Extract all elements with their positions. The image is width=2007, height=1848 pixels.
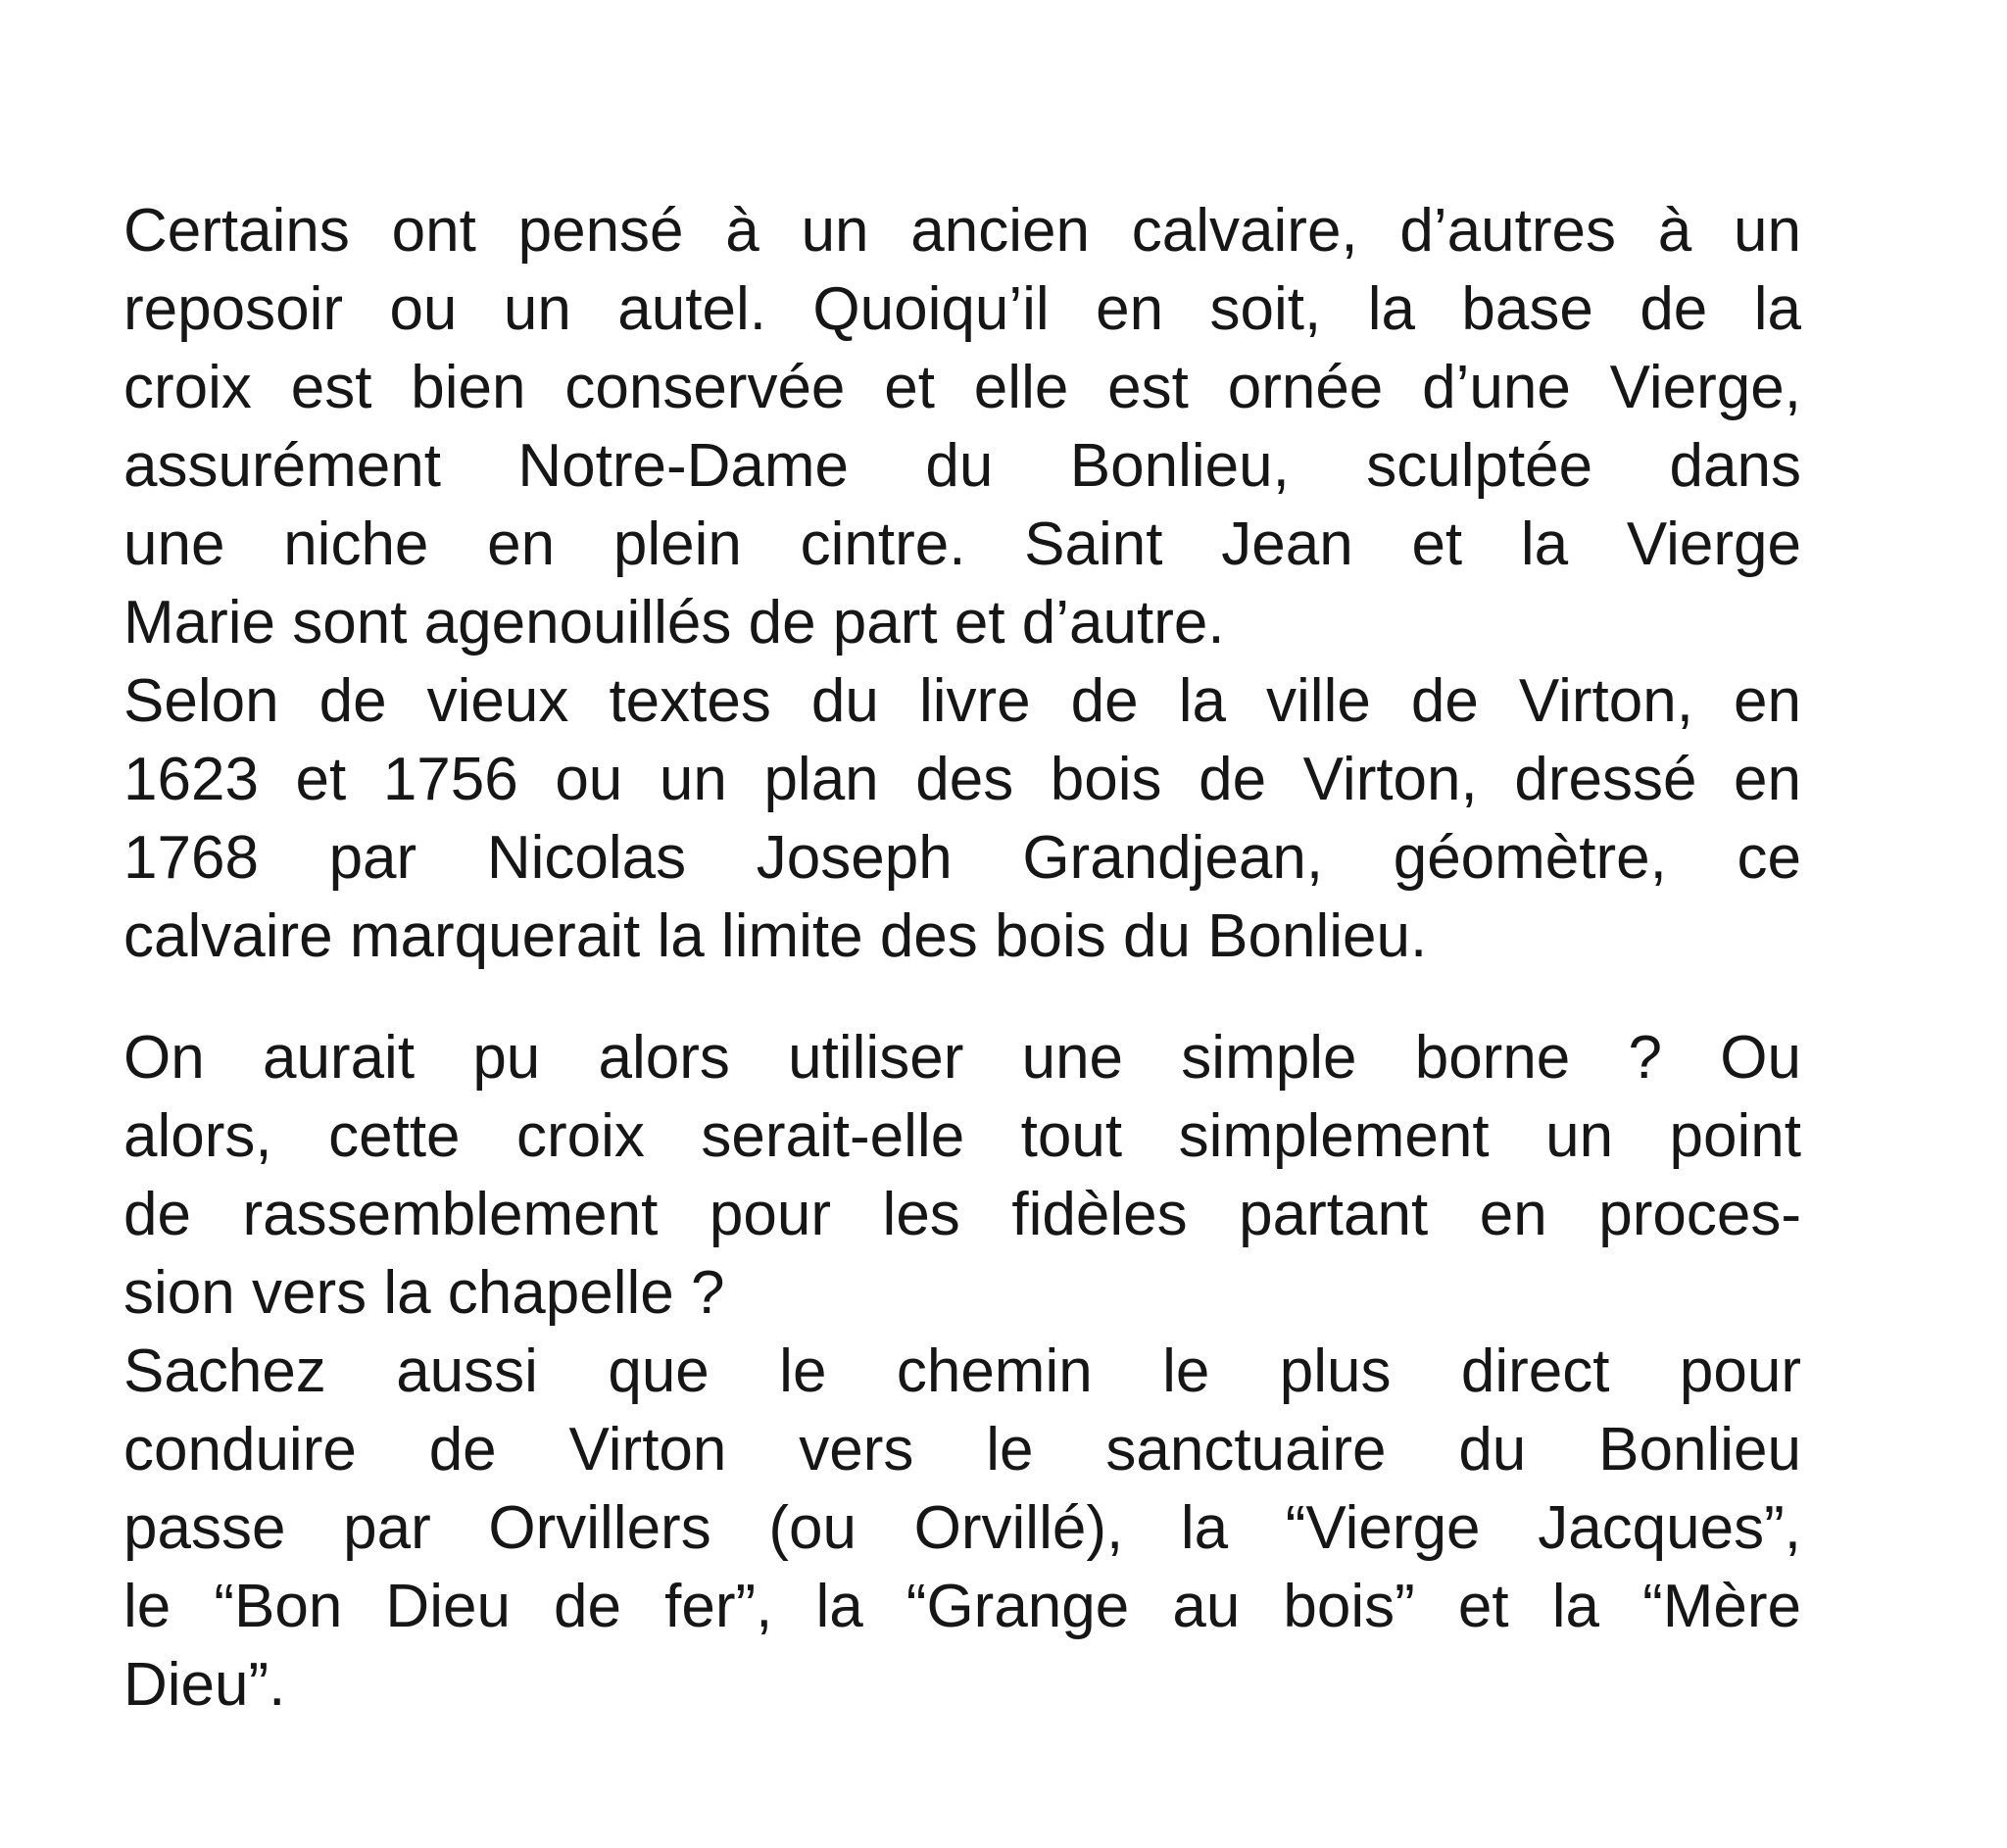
paragraph-virton-texts [123,662,1801,976]
text-line: reposoir ou un autel. Quoiqu’il en soit, la base de la [123,275,1801,343]
paragraph-chemin-direct [123,1333,1801,1725]
text-line: le “Bon Dieu de fer”, la “Grange au bois” et la “Mère [123,1573,1801,1640]
text-line: Marie sont agenouillés de part et d’autre. [123,589,1225,657]
paragraph-calvaire-origin [123,192,1801,662]
paragraph-simple-borne [123,1019,1801,1333]
text-line: 1623 et 1756 ou un plan des bois de Virton, dressé en [123,746,1801,813]
text-line: Sachez aussi que le chemin le plus direct pour [123,1337,1801,1405]
text-line: sion vers la chapelle ? [123,1259,725,1327]
text-line: Certains ont pensé à un ancien calvaire, d’autres à un [123,197,1801,265]
text-line: une niche en plein cintre. Saint Jean et la Vierge [123,511,1801,578]
text-line: alors, cette croix serait-elle tout simplement un point [123,1102,1801,1170]
text-line: calvaire marquerait la limite des bois du Bonlieu. [123,902,1428,970]
paragraph-spacer [123,976,1801,1019]
text-line: assurément Notre-Dame du Bonlieu, sculptée dans [123,432,1801,500]
text-line: Selon de vieux textes du livre de la ville de Virton, en [123,667,1801,735]
document-text [123,192,1801,1725]
text-line: On aurait pu alors utiliser une simple borne ? Ou [123,1024,1801,1092]
text-line: passe par Orvillers (ou Orvillé), la “Vierge Jacques”, [123,1494,1801,1562]
text-line: 1768 par Nicolas Joseph Grandjean, géomètre, ce [123,824,1801,892]
text-line: Dieu”. [123,1651,286,1719]
text-line: de rassemblement pour les fidèles partant en proces- [123,1181,1801,1248]
text-line: croix est bien conservée et elle est ornée d’une Vierge, [123,354,1801,421]
text-line: conduire de Virton vers le sanctuaire du Bonlieu [123,1416,1801,1483]
